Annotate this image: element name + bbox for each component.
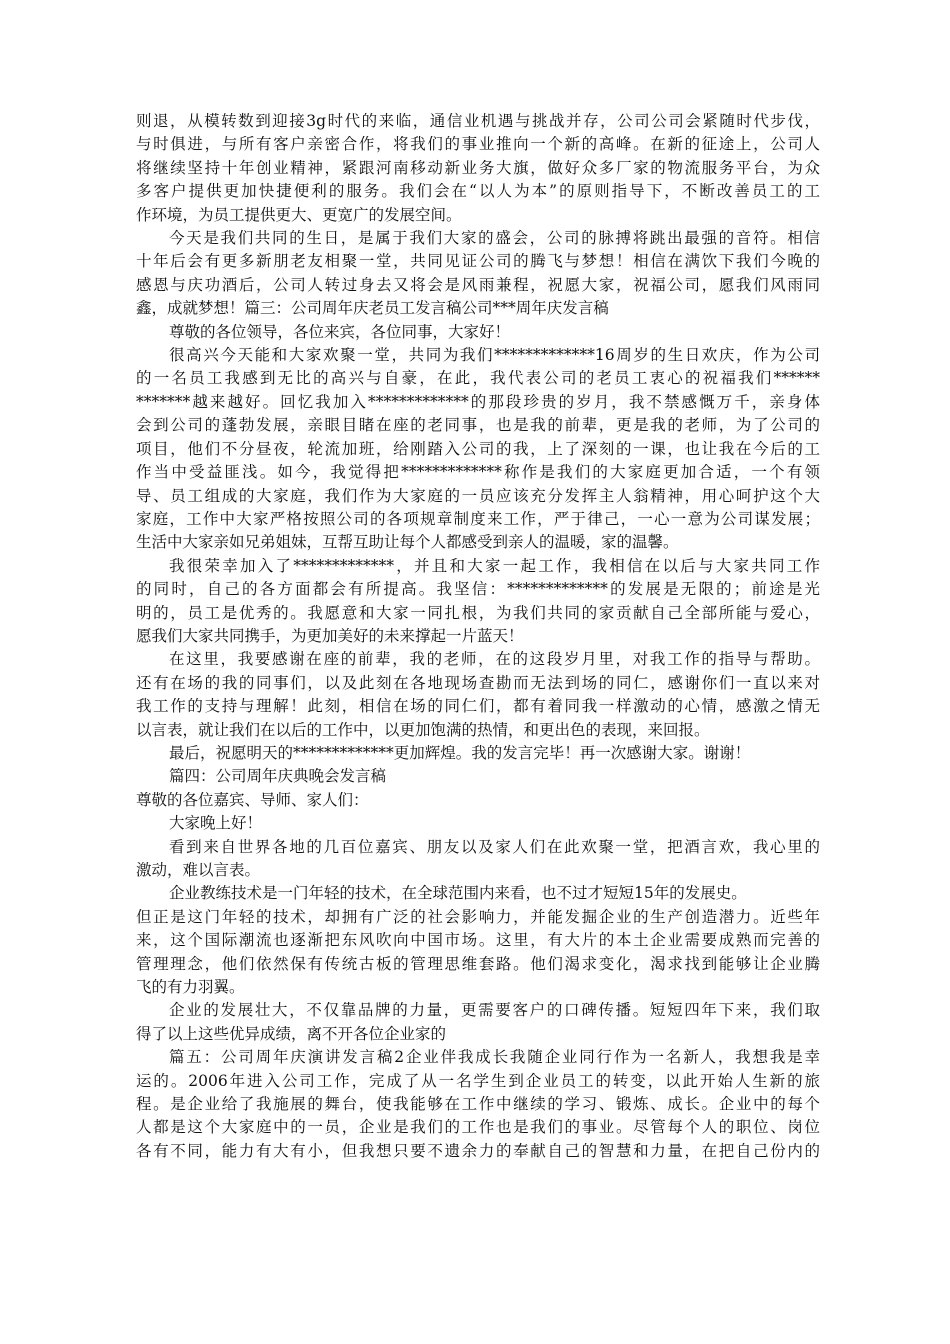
text-line: 激动，难以言表。 xyxy=(136,861,261,879)
text-line: 程。是企业给了我施展的舞台，使我能够在工作中继续的学习、锻炼、成长。企业中的每个 xyxy=(136,1095,820,1114)
section-heading: 篇四：公司周年庆典晚会发言稿 xyxy=(169,767,387,786)
text-line: 明的，员工是优秀的。我愿意和大家一同扎根，为我们共同的家贡献自己全部所能与爱心， xyxy=(136,603,820,622)
text-line: 愿我们大家共同携手，为更加美好的未来撑起一片蓝天！ xyxy=(136,626,524,645)
text-line: 十年后会有更多新朋老友相聚一堂，共同见证公司的腾飞与梦想！相信在满饮下我们今晚的 xyxy=(136,252,820,271)
text-line: 人都是这个大家庭中的一员，企业是我们的工作也是我们的事业。尽管每个人的职位、岗位 xyxy=(136,1118,820,1137)
text-line: 生活中大家亲如兄弟姐妹，互帮互助让每个人都感受到亲人的温暖，家的温馨。 xyxy=(136,533,679,552)
text-line: 各有不同，能力有大有小，但我想只要不遗余力的奉献自己的智慧和力量，在把自己份内的 xyxy=(136,1141,820,1160)
text-line: 将继续坚持十年创业精神，紧跟河南移动新业务大旗，做好众多厂家的物流服务平台，为众 xyxy=(136,158,820,177)
text-line: 飞的有力羽翼。 xyxy=(136,978,245,997)
text-line: 的同时，自己的各方面都会有所提高。我坚信：*************的发展是无限的；前途是光 xyxy=(136,580,820,599)
text-line: *******越来越好。回忆我加入*************的那段珍贵的岁月，我不禁感慨万千，亲身体 xyxy=(136,392,820,411)
text-line: 会到公司的蓬勃发展，亲眼目睹在座的老同事，也是我的前辈，更是我的老师，为了公司的 xyxy=(136,416,820,435)
document-page xyxy=(136,110,820,1163)
text-line: 在这里，我要感谢在座的前辈，我的老师，在的这段岁月里，对我工作的指导与帮助。 xyxy=(169,650,820,669)
text-line: 企业的发展壮大，不仅靠品牌的力量，更需要客户的口碑传播。短短四年下来，我们取 xyxy=(169,1001,820,1020)
text-line: 尊敬的各位嘉宾、导师、家人们： xyxy=(136,790,369,809)
text-line: 企业教练技术是一门年轻的技术，在全球范围内来看，也不过才短短15年的发展史。 xyxy=(169,884,747,903)
text-line: 运的。2006年进入公司工作，完成了从一名学生到企业员工的转变，以此开始人生新的旅 xyxy=(136,1071,820,1090)
text-line: 我很荣幸加入了*************，并且和大家一起工作，我相信在以后与大家共同工作 xyxy=(169,556,820,575)
text-line: 大家晚上好！ xyxy=(169,814,263,833)
text-line: 看到来自世界各地的几百位嘉宾、朋友以及家人们在此欢聚一堂，把酒言欢，我心里的 xyxy=(169,837,820,856)
text-line: 项目，他们不分昼夜，轮流加班，给刚踏入公司的我，上了深刻的一课，也让我在今后的工 xyxy=(136,439,820,458)
text-line: 以言表，就让我们在以后的工作中，以更加饱满的热情，和更出色的表现，来回报。 xyxy=(136,720,710,739)
text-line: 则退，从模转数到迎接3g时代的来临，通信业机遇与挑战并存，公司公司会紧随时代步伐， xyxy=(136,112,820,130)
text-line: 鑫，成就梦想！篇三：公司周年庆老员工发言稿公司***周年庆发言稿 xyxy=(136,299,609,318)
text-line: 家庭，工作中大家严格按照公司的各项规章制度来工作，严于律己，一心一意为公司谋发展； xyxy=(136,509,820,528)
text-line: 今天是我们共同的生日，是属于我们大家的盛会，公司的脉搏将跳出最强的音符。相信 xyxy=(169,229,820,248)
text-line: 管理理念，他们依然保有传统古板的管理思维套路。他们渴求变化，渴求找到能够让企业腾 xyxy=(136,954,820,973)
text-line: 很高兴今天能和大家欢聚一堂，共同为我们*************16周岁的生日欢庆，作为公司 xyxy=(169,346,820,365)
text-line: 导、员工组成的大家庭，我们作为大家庭的一员应该充分发挥主人翁精神，用心呵护这个大 xyxy=(136,486,820,505)
text-line: 作当中受益匪浅。如今，我觉得把*************称作是我们的大家庭更加合适，一个有领 xyxy=(136,463,820,482)
text-line: 得了以上这些优异成绩，离不开各位企业家的 xyxy=(136,1024,447,1043)
text-line: 与时俱进，与所有客户亲密合作，将我们的事业推向一个新的高峰。在新的征途上，公司人 xyxy=(136,135,820,154)
text-line: 的一名员工我感到无比的高兴与自豪，在此，我代表公司的老员工衷心的祝福我们****** xyxy=(136,369,820,388)
text-line: 篇五：公司周年庆演讲发言稿2企业伴我成长我随企业同行作为一名新人，我想我是幸 xyxy=(169,1048,820,1067)
text-line: 但正是这门年轻的技术，却拥有广泛的社会影响力，并能发掘企业的生产创造潜力。近些年 xyxy=(136,907,820,926)
text-line: 尊敬的各位领导，各位来宾，各位同事，大家好！ xyxy=(169,322,511,341)
text-line: 我工作的支持与理解！此刻，相信在场的同仁们，都有着同我一样激动的心情，感激之情无 xyxy=(136,697,820,716)
text-line: 感恩与庆功酒后，公司人转过身去又将会是风雨兼程，祝愿大家，祝福公司，愿我们风雨同 xyxy=(136,275,820,294)
text-line: 来，这个国际潮流也逐渐把东风吹向中国市场。这里，有大片的本土企业需要成熟而完善的 xyxy=(136,931,820,950)
text-line: 最后，祝愿明天的*************更加辉煌。我的发言完毕！再一次感谢大家。谢谢！ xyxy=(169,743,751,762)
text-line: 多客户提供更加快捷便利的服务。我们会在“以人为本”的原则指导下，不断改善员工的工 xyxy=(136,182,820,201)
text-line: 作环境，为员工提供更大、更宽广的发展空间。 xyxy=(136,205,462,224)
text-line: 还有在场的我的同事们，以及此刻在各地现场查勘而无法到场的同仁，感谢你们一直以来对 xyxy=(136,673,820,692)
